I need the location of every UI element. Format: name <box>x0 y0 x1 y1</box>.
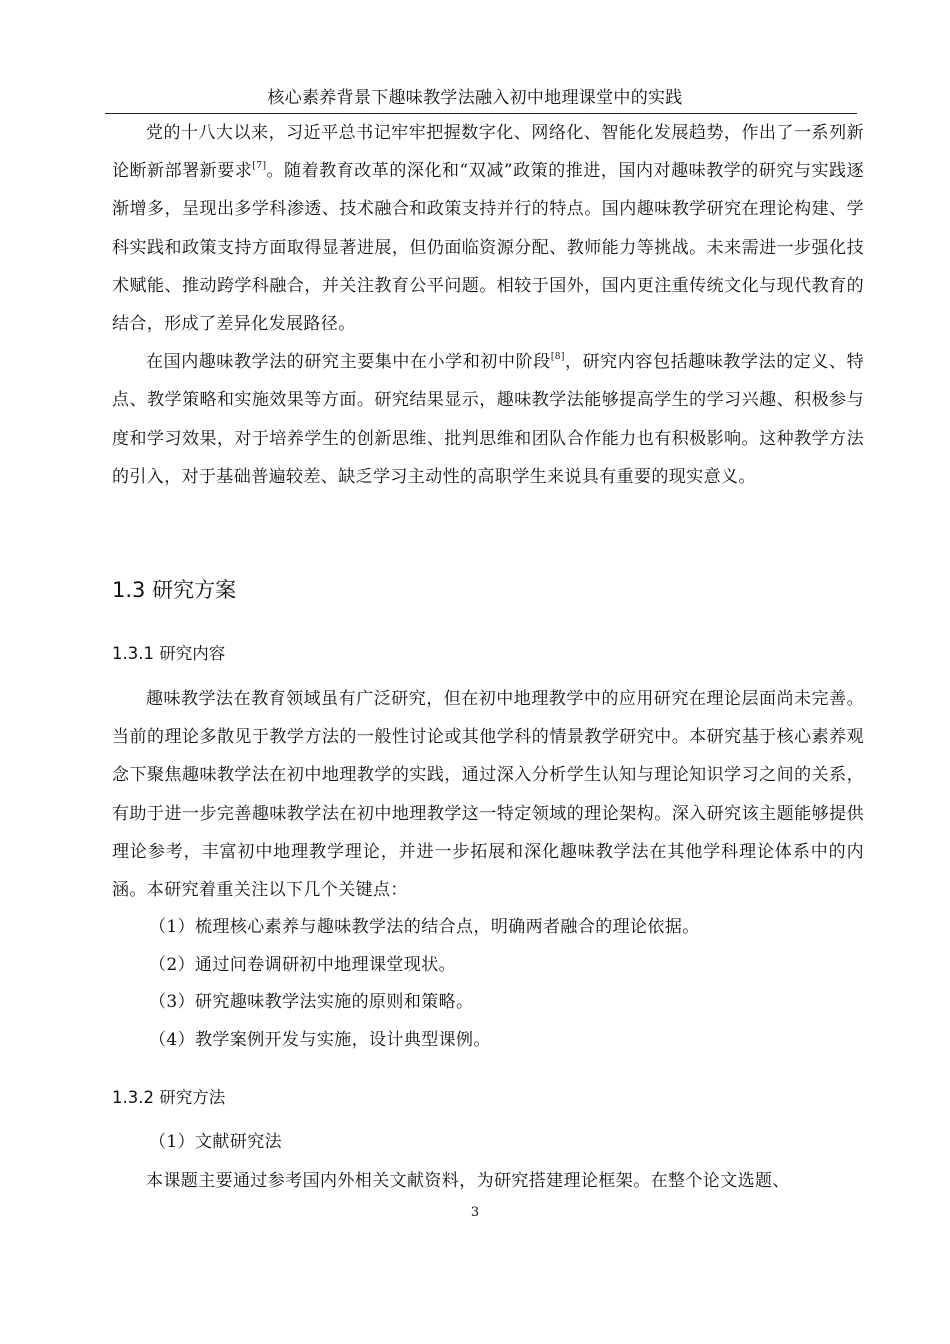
list-item: （2）通过问卷调研初中地理课堂现状。 <box>149 954 457 975</box>
research-content-block <box>112 680 864 1059</box>
running-header: 核心素养背景下趣味教学法融入初中地理课堂中的实践 <box>267 88 683 108</box>
paragraph-text: 在国内趣味教学法的研究主要集中在小学和初中阶段 <box>146 352 551 373</box>
list-item: （3）研究趣味教学法实施的原则和策略。 <box>149 992 474 1013</box>
subsection-heading-1-3-2: 1.3.2 研究方法 <box>112 1088 226 1107</box>
paragraph-text: 党的十八大以来，习近平总书记牢牢把握数字化、网络化、智能化发展趋势，作出了一系列新论断新部署新要求 <box>112 123 864 182</box>
citation-7[interactable]: [7] <box>252 161 267 172</box>
paragraph-teaching-stages <box>112 343 864 496</box>
citation-8[interactable]: [8] <box>550 352 565 363</box>
section-heading-1-3: 1.3 研究方案 <box>112 578 237 602</box>
research-method-block <box>112 1124 864 1200</box>
paragraph-domestic-research <box>112 114 864 343</box>
page-number: 3 <box>470 1205 480 1220</box>
intro-text-block <box>112 114 864 496</box>
paragraph-text: ，研究内容包括趣味教学法的定义、特点、教学策略和实施效果等方面。研究结果显示，趣味教学法能够提高学生的学习兴趣、积极参与度和学习效果，对于培养学生的创新思维、批判思维和团队合作能力也有积极影响。这种教学方法的引入，对于基础普遍较差、缺乏学习主动性的高职学生来说具有重要的现实意义。 <box>112 352 864 487</box>
list-item: （4）教学案例开发与实施，设计典型课例。 <box>149 1029 491 1050</box>
subsection-heading-1-3-1: 1.3.1 研究内容 <box>112 644 226 663</box>
paragraph-text: 。随着教育改革的深化和“双减”政策的推进，国内对趣味教学的研究与实践逐渐增多，呈现出多学科渗透、技术融合和政策支持并行的特点。国内趣味教学研究在理论构建、学科实践和政策支持方面取得显著进展，但仍面临资源分配、教师能力等挑战。未来需进一步强化技术赋能、推动跨学科融合，并关注教育公平问题。相较于国外，国内更注重传统文化与现代教育的结合，形成了差异化发展路径。 <box>112 161 864 335</box>
paragraph-research-content: 趣味教学法在教育领域虽有广泛研究，但在初中地理教学中的应用研究在理论层面尚未完善。当前的理论多散见于教学方法的一般性讨论或其他学科的情景教学研究中。本研究基于核心素养观念下聚焦趣味教学法在初中地理教学的实践，通过深入分析学生认知与理论知识学习之间的关系，有助于进一步完善趣味教学法在初中地理教学这一特定领域的理论架构。深入研究该主题能够提供理论参考，丰富初中地理教学理论，并进一步拓展和深化趣味教学法在其他学科理论体系中的内涵。本研究着重关注以下几个关键点： <box>112 689 864 901</box>
paragraph-literature-method: 本课题主要通过参考国内外相关文献资料，为研究搭建理论框架。在整个论文选题、 <box>146 1170 790 1191</box>
list-item: （1）梳理核心素养与趣味教学法的结合点，明确两者融合的理论依据。 <box>149 917 700 938</box>
list-item: （1）文献研究法 <box>149 1132 283 1152</box>
